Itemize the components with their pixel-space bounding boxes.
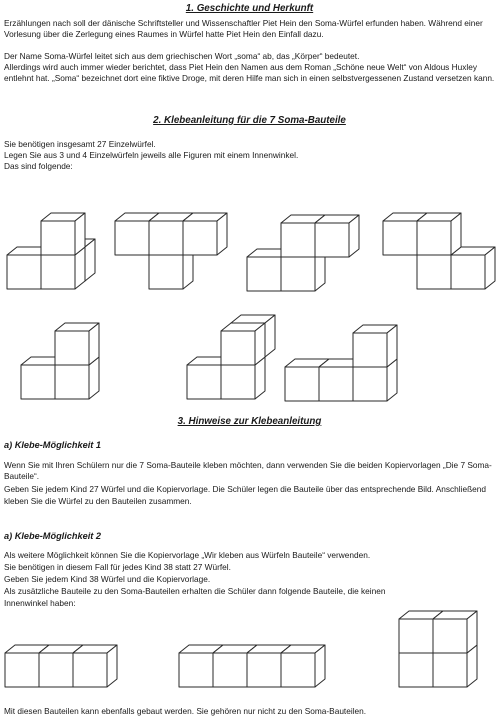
cube-side-face <box>485 247 495 289</box>
cube-side-face <box>85 239 95 281</box>
cube-front-face <box>115 221 149 255</box>
cube-side-face <box>89 323 99 365</box>
cube-front-face <box>281 653 315 687</box>
cube-front-face <box>187 365 221 399</box>
cube-front-face <box>39 653 73 687</box>
extra-piece-3 <box>398 622 493 688</box>
cube-front-face <box>55 365 89 399</box>
cube-front-face <box>433 653 467 687</box>
cube-side-face <box>265 315 275 357</box>
heading-history: 1. Geschichte und Herkunft <box>185 3 314 14</box>
cube-front-face <box>221 331 255 365</box>
cube-front-face <box>7 255 41 289</box>
cube <box>417 213 461 255</box>
cube-side-face <box>75 213 85 255</box>
cube-front-face <box>417 255 451 289</box>
cube-front-face <box>41 255 75 289</box>
option-2-line-5: Innenwinkel haben: <box>4 598 76 608</box>
soma-piece-3 <box>246 192 356 292</box>
soma-piece-1 <box>6 190 101 290</box>
cube-front-face <box>399 653 433 687</box>
history-line-1: Erzählungen nach soll der dänische Schriftsteller und Wissenschaftler Piet Hein den Soma-Würfel erfunden haben. Während einer <box>4 18 483 28</box>
soma-piece-4 <box>382 200 492 290</box>
option-1-line-3: Geben Sie jedem Kind 27 Würfel und die Kopiervorlage. Die Schüler legen die Bauteile über das entsprechende Bild. Anschließend <box>4 484 486 494</box>
option-1-line-4: kleben Sie die Würfel zu den Bauteilen zusammen. <box>4 496 192 506</box>
cube-front-face <box>417 221 451 255</box>
history-line-2: Vorlesung über die Zerlegung eines Raumes in Würfel hatte Piet Hein den Einfall dazu. <box>4 29 324 39</box>
cube-front-face <box>183 221 217 255</box>
cube <box>55 323 99 365</box>
cube-side-face <box>217 213 227 255</box>
heading-glue-notes: 3. Hinweise zur Klebeanleitung <box>177 416 322 427</box>
cube-front-face <box>433 619 467 653</box>
cube-front-face <box>21 365 55 399</box>
heading-glue-instructions: 2. Klebeanleitung für die 7 Soma-Bauteile <box>153 115 346 126</box>
cube <box>41 213 85 255</box>
cube-front-face <box>315 223 349 257</box>
option-2-line-2: Sie benötigen in diesem Fall für jedes Kind 38 statt 27 Würfel. <box>4 562 231 572</box>
cube-side-face <box>107 645 117 687</box>
option-2-title: a) Klebe-Möglichkeit 2 <box>4 531 101 541</box>
cube <box>183 213 227 255</box>
cube-front-face <box>73 653 107 687</box>
cube-front-face <box>383 221 417 255</box>
extra-piece-1 <box>4 628 134 688</box>
cube-front-face <box>281 223 315 257</box>
cube <box>433 611 477 653</box>
option-1-line-1: Wenn Sie mit Ihren Schülern nur die 7 Soma-Bauteile kleben möchten, dann verwenden Sie die beiden Kopiervorlagen „Die 7 Soma- <box>4 460 492 470</box>
cube-front-face <box>149 221 183 255</box>
cube <box>451 247 495 289</box>
cube-front-face <box>41 221 75 255</box>
instructions-line-1: Sie benötigen insgesamt 27 Einzelwürfel. <box>4 139 156 149</box>
cube-side-face <box>467 611 477 653</box>
option-2-line-4: Als zusätzliche Bauteile zu den Soma-Bauteilen erhalten die Schüler dann folgende Bauteile, die keinen <box>4 586 386 596</box>
cube-side-face <box>387 325 397 367</box>
cube <box>353 325 397 367</box>
cube <box>73 645 117 687</box>
footer-note: Mit diesen Bauteilen kann ebenfalls gebaut werden. Sie gehören nur nicht zu den Soma-Bauteilen. <box>4 706 367 716</box>
cube-side-face <box>315 645 325 687</box>
cube-front-face <box>247 653 281 687</box>
soma-piece-5 <box>20 310 110 400</box>
cube-front-face <box>285 367 319 401</box>
cube-front-face <box>55 331 89 365</box>
history-line-4: Allerdings wird auch immer wieder berichtet, dass Piet Hein den Namen aus dem Roman „Schöne neue Welt“ von Aldous Huxley <box>4 62 477 72</box>
cube <box>315 215 359 257</box>
instructions-line-3: Das sind folgende: <box>4 161 73 171</box>
soma-piece-7 <box>284 326 404 402</box>
extra-piece-2 <box>178 628 348 688</box>
option-2-line-3: Geben Sie jedem Kind 38 Würfel und die Kopiervorlage. <box>4 574 211 584</box>
cube-front-face <box>353 333 387 367</box>
soma-piece-6 <box>186 318 256 400</box>
cube-front-face <box>179 653 213 687</box>
cube-front-face <box>221 365 255 399</box>
cube-front-face <box>281 257 315 291</box>
cube <box>281 645 325 687</box>
instructions-line-2: Legen Sie aus 3 und 4 Einzelwürfeln jeweils alle Figuren mit einem Innenwinkel. <box>4 150 299 160</box>
cube <box>221 323 265 365</box>
cube-side-face <box>255 323 265 365</box>
cube-front-face <box>399 619 433 653</box>
cube-front-face <box>149 255 183 289</box>
cube-side-face <box>349 215 359 257</box>
cube-front-face <box>247 257 281 291</box>
cube-front-face <box>213 653 247 687</box>
option-2-line-1: Als weitere Möglichkeit können Sie die Kopiervorlage „Wir kleben aus Würfeln Bauteile“ verwenden. <box>4 550 371 560</box>
cube-front-face <box>451 255 485 289</box>
cube-front-face <box>353 367 387 401</box>
cube-side-face <box>451 213 461 255</box>
history-line-5: entlehnt hat. „Soma“ bezeichnet dort eine fiktive Droge, mit deren Hilfe man sich in einen selbstvergessenen Zustand versetzen kann. <box>4 73 495 83</box>
option-1-title: a) Klebe-Möglichkeit 1 <box>4 440 101 450</box>
option-1-line-2: Bauteile“. <box>4 471 40 481</box>
cube-front-face <box>5 653 39 687</box>
cube-front-face <box>319 367 353 401</box>
soma-piece-2 <box>114 200 224 290</box>
history-line-3: Der Name Soma-Würfel leitet sich aus dem griechischen Wort „soma“ ab, das „Körper“ bedeutet. <box>4 51 360 61</box>
